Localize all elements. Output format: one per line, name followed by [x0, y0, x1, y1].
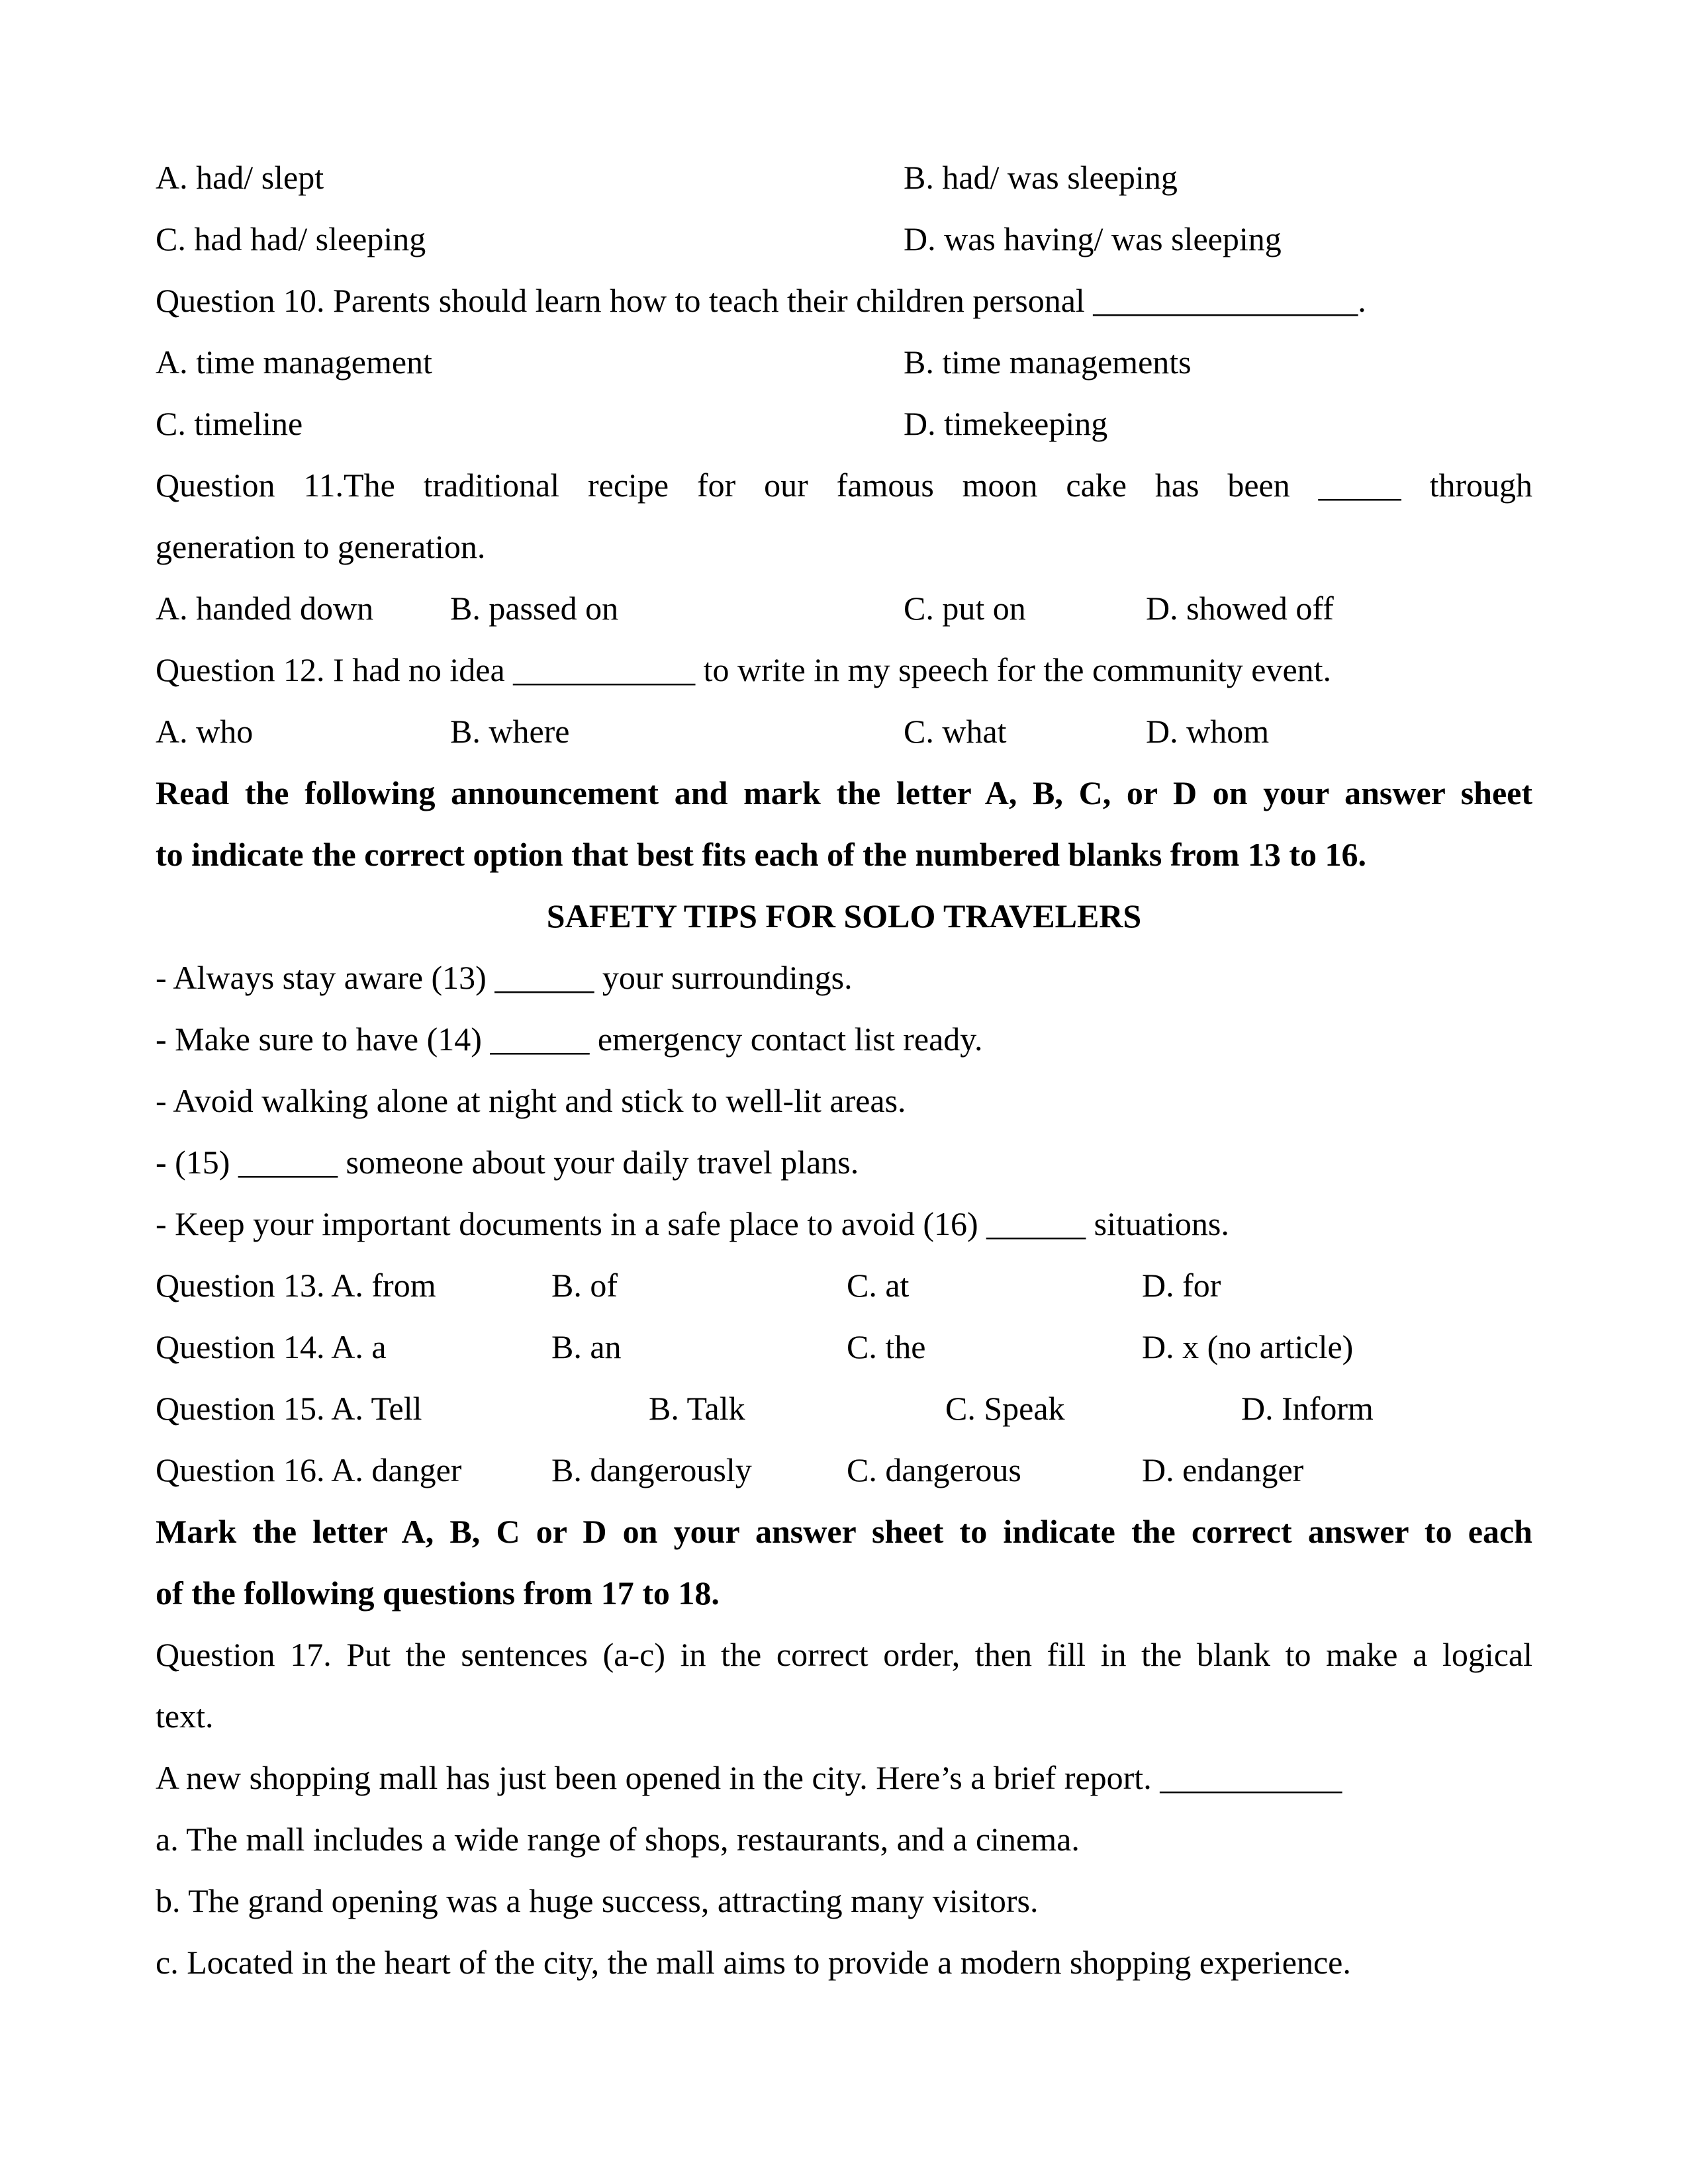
q15-option-a: Question 15. A. Tell — [156, 1390, 422, 1427]
q15-option-b: B. Talk — [649, 1390, 745, 1427]
q14-option-c: C. the — [847, 1328, 926, 1365]
q16-option-a: Question 16. A. danger — [156, 1451, 462, 1488]
q11-stem-line-1: Question 11.The traditional recipe for our famous moon cake has been _____ through — [156, 467, 1532, 504]
section2-instruction-line-1: Mark the letter A, B, C or D on your answer sheet to indicate the correct answer to each — [156, 1513, 1532, 1550]
q17-stem-line-1: Question 17. Put the sentences (a-c) in the correct order, then fill in the blank to make a logical — [156, 1636, 1532, 1673]
q9-option-d: D. was having/ was sleeping — [904, 220, 1282, 257]
q9-options-row-1 — [156, 158, 1532, 197]
q16-option-b: B. dangerously — [551, 1451, 752, 1488]
q9-option-b: B. had/ was sleeping — [904, 159, 1178, 196]
q9-option-c: C. had had/ sleeping — [156, 220, 426, 257]
tip-item: - (15) ______ someone about your daily travel plans. — [156, 1144, 859, 1181]
q12-option-d: D. whom — [1146, 713, 1270, 750]
q12-option-b: B. where — [450, 713, 570, 750]
section1-instruction-line-2: to indicate the correct option that best fits each of the numbered blanks from 13 to 16. — [156, 836, 1367, 873]
q13-option-a: Question 13. A. from — [156, 1267, 436, 1304]
q15-row — [156, 1388, 1532, 1428]
q14-option-d: D. x (no article) — [1142, 1328, 1354, 1365]
q9-option-a: A. had/ slept — [156, 159, 324, 196]
q12-option-c: C. what — [904, 713, 1007, 750]
q17-intro: A new shopping mall has just been opened in the city. Here’s a brief report. ___________ — [156, 1759, 1342, 1796]
q11-option-a: A. handed down — [156, 590, 374, 627]
section1-instruction-line-1: Read the following announcement and mark the letter A, B, C, or D on your answer sheet — [156, 774, 1532, 811]
q11-stem-line-2: generation to generation. — [156, 528, 486, 565]
q15-option-d: D. Inform — [1241, 1390, 1374, 1427]
section2-instruction-line-2: of the following questions from 17 to 18. — [156, 1574, 720, 1612]
q12-options — [156, 711, 1532, 751]
q17-sentence-a: a. The mall includes a wide range of shops, restaurants, and a cinema. — [156, 1821, 1080, 1858]
q16-option-d: D. endanger — [1142, 1451, 1304, 1488]
q11-option-b: B. passed on — [450, 590, 619, 627]
q15-option-c: C. Speak — [945, 1390, 1065, 1427]
q16-option-c: C. dangerous — [847, 1451, 1021, 1488]
tip-item: - Keep your important documents in a safe place to avoid (16) ______ situations. — [156, 1205, 1229, 1242]
q14-row — [156, 1327, 1532, 1367]
q17-stem-line-2: text. — [156, 1698, 214, 1735]
tip-item: - Make sure to have (14) ______ emergency contact list ready. — [156, 1021, 983, 1058]
q10-option-d: D. timekeeping — [904, 405, 1108, 442]
q13-option-d: D. for — [1142, 1267, 1221, 1304]
q11-options — [156, 588, 1532, 628]
q12-stem: Question 12. I had no idea ___________ to write in my speech for the community event. — [156, 651, 1332, 688]
q13-option-c: C. at — [847, 1267, 910, 1304]
q10-option-c: C. timeline — [156, 405, 303, 442]
q12-option-a: A. who — [156, 713, 254, 750]
q10-options-row-2 — [156, 404, 1532, 443]
q11-option-d: D. showed off — [1146, 590, 1334, 627]
q11-option-c: C. put on — [904, 590, 1026, 627]
tip-item: - Avoid walking alone at night and stick to well-lit areas. — [156, 1082, 906, 1119]
q10-options-row-1 — [156, 342, 1532, 382]
q13-option-b: B. of — [551, 1267, 618, 1304]
q10-option-a: A. time management — [156, 343, 432, 381]
q9-options-row-2 — [156, 219, 1532, 259]
q14-option-a: Question 14. A. a — [156, 1328, 387, 1365]
q14-option-b: B. an — [551, 1328, 622, 1365]
q10-stem: Question 10. Parents should learn how to teach their children personal ________________. — [156, 282, 1366, 319]
q10-option-b: B. time managements — [904, 343, 1192, 381]
q16-row — [156, 1450, 1532, 1490]
announcement-title: SAFETY TIPS FOR SOLO TRAVELERS — [546, 897, 1142, 934]
tip-item: - Always stay aware (13) ______ your surroundings. — [156, 959, 853, 996]
q17-sentence-b: b. The grand opening was a huge success, attracting many visitors. — [156, 1882, 1039, 1919]
q13-row — [156, 1265, 1532, 1305]
q17-sentence-c: c. Located in the heart of the city, the mall aims to provide a modern shopping experience. — [156, 1944, 1351, 1981]
